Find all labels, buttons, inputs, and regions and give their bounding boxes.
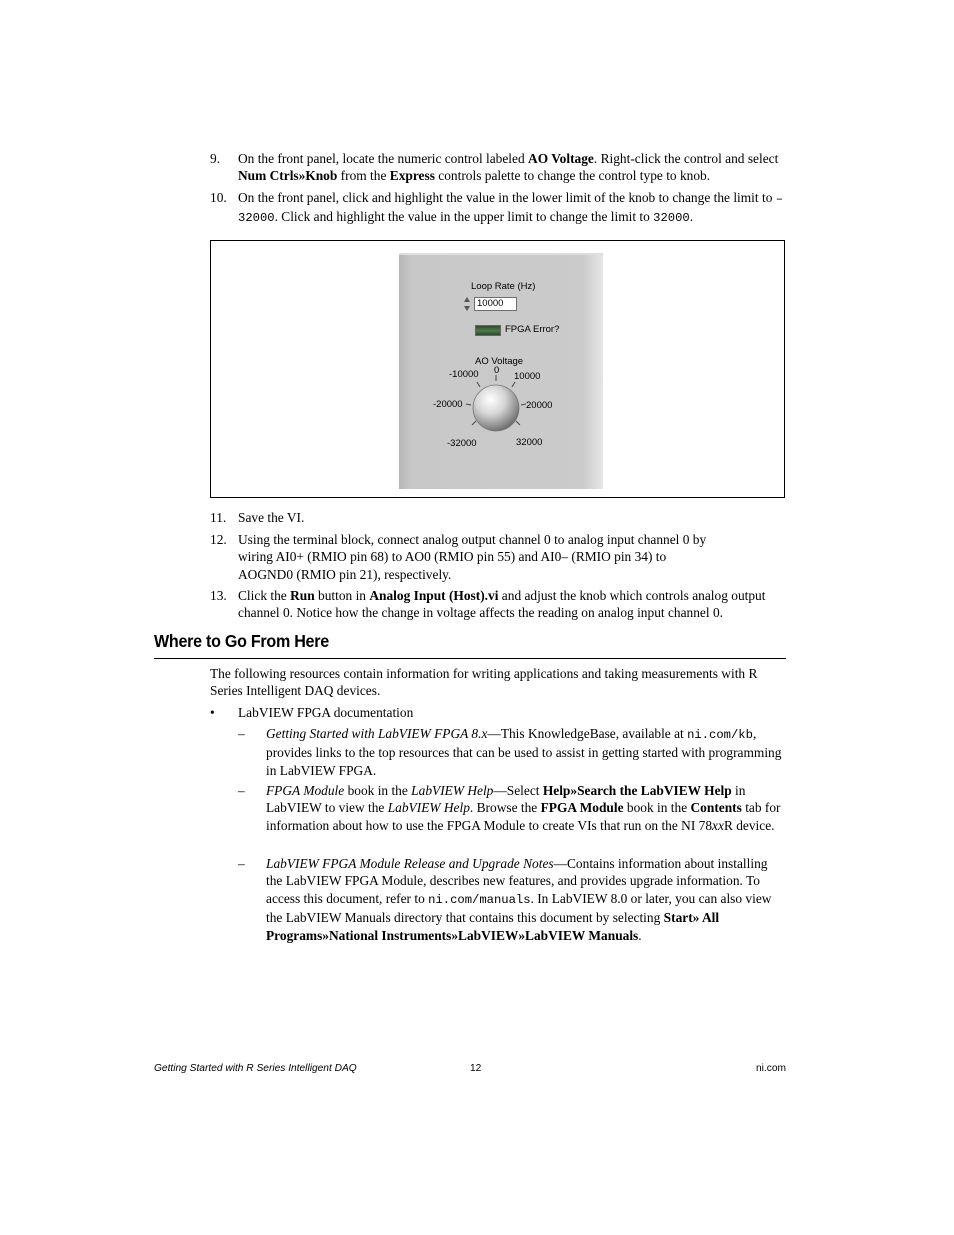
sub-item-getting-started <box>238 725 785 779</box>
knob-tick-label: -32000 <box>447 438 477 449</box>
dash-mark: – <box>238 856 245 871</box>
step-13 <box>210 587 785 622</box>
sub-item-text: LabVIEW FPGA Module Release and Upgrade Notes—Contains information about installing the LabVIEW FPGA Module, describes new features, and provides upgrade information. To access this document, refer to ni.com/manuals. In LabVIEW 8.0 or later, you can also view the LabVIEW Manuals directory that contains this document by selecting Start» All Programs»National Instruments»LabVIEW»LabVIEW Manuals. <box>266 856 772 943</box>
front-panel <box>399 253 603 489</box>
fpga-error-label: FPGA Error? <box>505 324 560 335</box>
footer-page-number: 12 <box>470 1063 482 1074</box>
knob-tick-label: 10000 <box>514 371 541 382</box>
knob-tick-label: -10000 <box>449 369 479 380</box>
footer-title: Getting Started with R Series Intelligent DAQ <box>154 1063 357 1074</box>
step-text: On the front panel, locate the numeric control labeled AO Voltage. Right-click the control and select Num Ctrls»Knob from the Express controls palette to change the control type to knob. <box>238 151 779 184</box>
step-number: 13. <box>210 588 227 603</box>
vi-name: Analog Input (Host).vi <box>369 588 499 603</box>
bullet-text: LabVIEW FPGA documentation <box>238 705 414 720</box>
ui-label: AO Voltage <box>528 151 594 166</box>
step-12 <box>210 531 740 583</box>
knob-tick-label: -20000 <box>433 399 463 410</box>
section-intro: The following resources contain information for writing applications and taking measurements with R Series Intelligent DAQ devices. <box>210 666 758 699</box>
step-10 <box>210 189 785 228</box>
dash-mark: – <box>238 783 245 798</box>
step-number: 10. <box>210 190 227 205</box>
menu-path: Num Ctrls»Knob <box>238 168 338 184</box>
loop-rate-label: Loop Rate (Hz) <box>471 281 536 292</box>
menu-path: Help»Search the LabVIEW Help <box>542 783 732 798</box>
knob-tick-label: 20000 <box>526 400 553 411</box>
knob-tick-label: 32000 <box>516 437 543 448</box>
sub-item-text: Getting Started with LabVIEW FPGA 8.x—This KnowledgeBase, available at ni.com/kb, provides links to the top resources that can be used to assist in getting started with programming in LabVIEW FPGA. <box>266 726 782 778</box>
section-heading <box>154 631 786 659</box>
url-text: ni.com/manuals <box>428 892 531 907</box>
step-text: Save the VI. <box>238 510 305 525</box>
front-panel-figure <box>210 240 785 498</box>
ui-label: Express <box>389 168 435 184</box>
knob-tick-label: 0 <box>494 365 500 376</box>
bullet-item <box>210 704 785 721</box>
bullet-mark: • <box>210 705 215 720</box>
step-number: 11. <box>210 510 227 525</box>
url-text: ni.com/kb <box>687 728 753 742</box>
ao-voltage-label: AO Voltage <box>475 356 524 367</box>
code-value: –32000 <box>238 192 784 226</box>
ui-label: Run <box>290 588 315 603</box>
step-number: 12. <box>210 532 227 547</box>
ao-voltage-knob[interactable] <box>399 255 603 489</box>
footer-site: ni.com <box>756 1063 787 1074</box>
step-text: Click the Run button in Analog Input (Host).vi and adjust the knob which controls analog output channel 0. Notice how the change in voltage affects the reading on analog input channel 0. <box>238 588 766 621</box>
step-9 <box>210 150 785 185</box>
section-title: Where to Go From Here <box>154 631 329 651</box>
sub-item-release-notes <box>238 855 785 944</box>
step-text: On the front panel, click and highlight the value in the lower limit of the knob to change the limit to –32000. Click and highlight the value in the upper limit to change the limit to 32000. <box>238 190 784 226</box>
sub-item-text: FPGA Module book in the LabVIEW Help—Select Help»Search the LabVIEW Help in LabVIEW to view the LabVIEW Help. Browse the FPGA Module book in the Contents tab for information about how to use the FPGA Module to create VIs that run on the NI 78xxR device. <box>266 783 781 833</box>
knob-dial[interactable] <box>473 385 519 431</box>
step-number: 9. <box>210 151 221 166</box>
step-11 <box>210 509 785 526</box>
code-value: 32000 <box>653 211 690 226</box>
sub-item-fpga-module-book <box>238 782 785 834</box>
menu-path: Start» All Programs»National Instruments»LabVIEW»LabVIEW Manuals <box>266 910 720 943</box>
dash-mark: – <box>238 726 245 741</box>
step-text: Using the terminal block, connect analog output channel 0 to analog input channel 0 by wiring AI0+ (RMIO pin 68) to AO0 (RMIO pin 55) and AI0– (RMIO pin 34) to AOGND0 (RMIO pin 21), respectively. <box>238 532 707 582</box>
loop-rate-input[interactable]: 10000 <box>474 297 517 311</box>
